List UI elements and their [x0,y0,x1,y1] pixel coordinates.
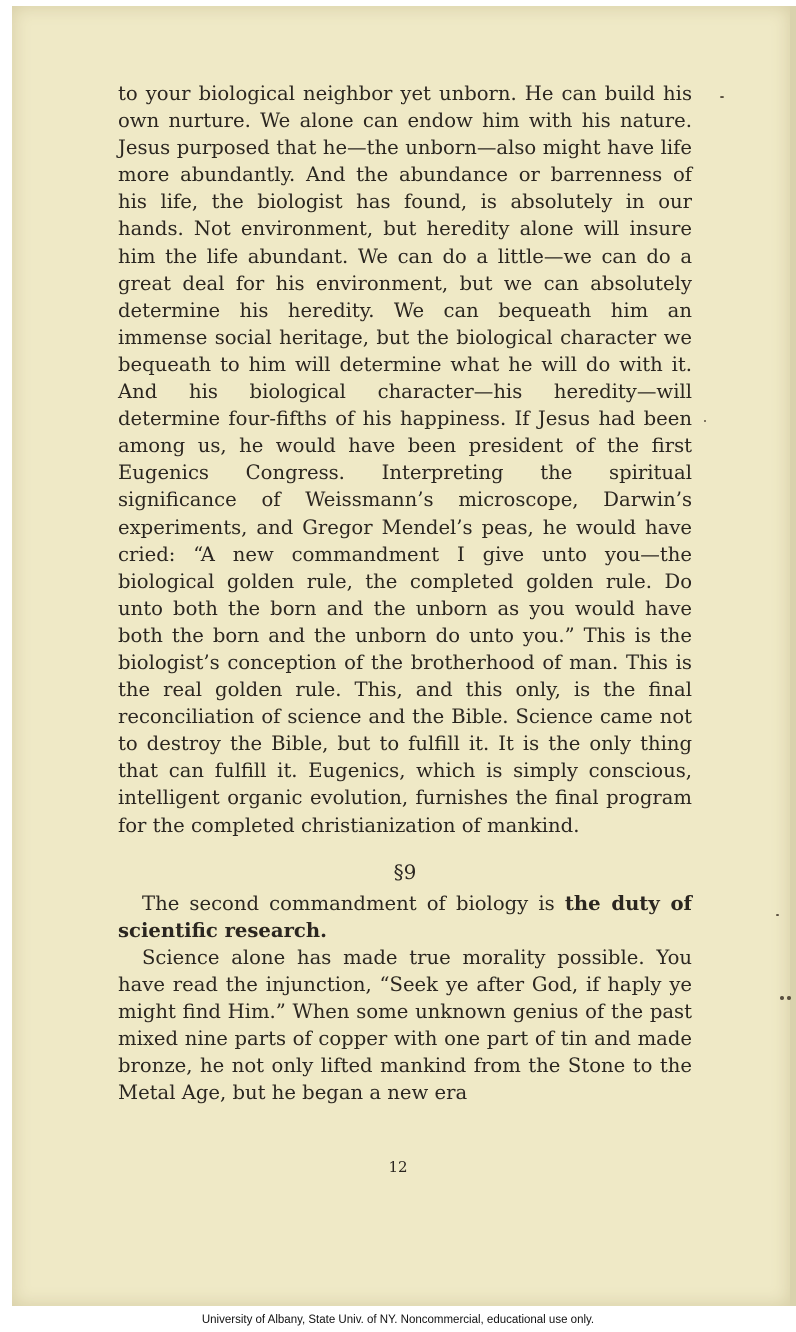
dust-speck [704,420,706,422]
page-body-text [118,80,692,1106]
dust-speck [780,996,784,1000]
dust-speck [720,96,724,98]
body-paragraph-commandment [118,890,692,944]
page-number: 12 [388,1158,408,1176]
archive-credit-footer: University of Albany, State Univ. of NY. Noncommercial, educational use only. [201,1314,595,1326]
dust-speck [787,996,791,1000]
commandment-emphasis: the duty of scientific research. [118,891,692,942]
dust-speck [776,914,779,916]
commandment-intro: The second commandment of biology is [142,891,565,915]
section-heading: §9 [393,859,417,884]
body-paragraph: to your biological neighbor yet unborn. He can build his own nurture. We alone can endow him with his nature. Jesus purposed that he—the unborn—also might have life more abundantly. And the abundance or barrenness of his life, the biologist has found, is absolutely in our hands. Not environment, but heredity alone will insure him the life abundant. We can do a little—we can do a great deal for his environment, but we can absolutely determine his heredity. We can bequeath him an immense social heritage, but the biological character we bequeath to him will determine what he will do with it. And his biological character—his heredity—will determine four-fifths of his happiness. If Jesus had been among us, he would have been president of the first Eugenics Congress. Interpreting the spiritual significance of Weissmann’s microscope, Darwin’s experiments, and Gregor Mendel’s peas, he would have cried: “A new commandment I give unto you—the biological golden rule, the completed golden rule. Do unto both the born and the unborn as you would have both the born and the unborn do unto you.” This is the biologist’s conception of the brotherhood of man. This is the real golden rule. This, and this only, is the final reconciliation of science and the Bible. Science came not to destroy the Bible, but to fulfill it. It is the only thing that can fulfill it. Eugenics, which is simply conscious, intelligent organic evolution, furnishes the final program for the completed christianization of mankind. [118,82,692,837]
paper-right-edge [790,6,796,1306]
body-paragraph: Science alone has made true morality possible. You have read the injunction, “Seek ye after God, if haply ye might find Him.” When some unknown genius of the past mixed nine parts of copper with one part of tin and made bronze, he not only lifted mankind from the Stone to the Metal Age, but he began a new era [118,945,692,1105]
